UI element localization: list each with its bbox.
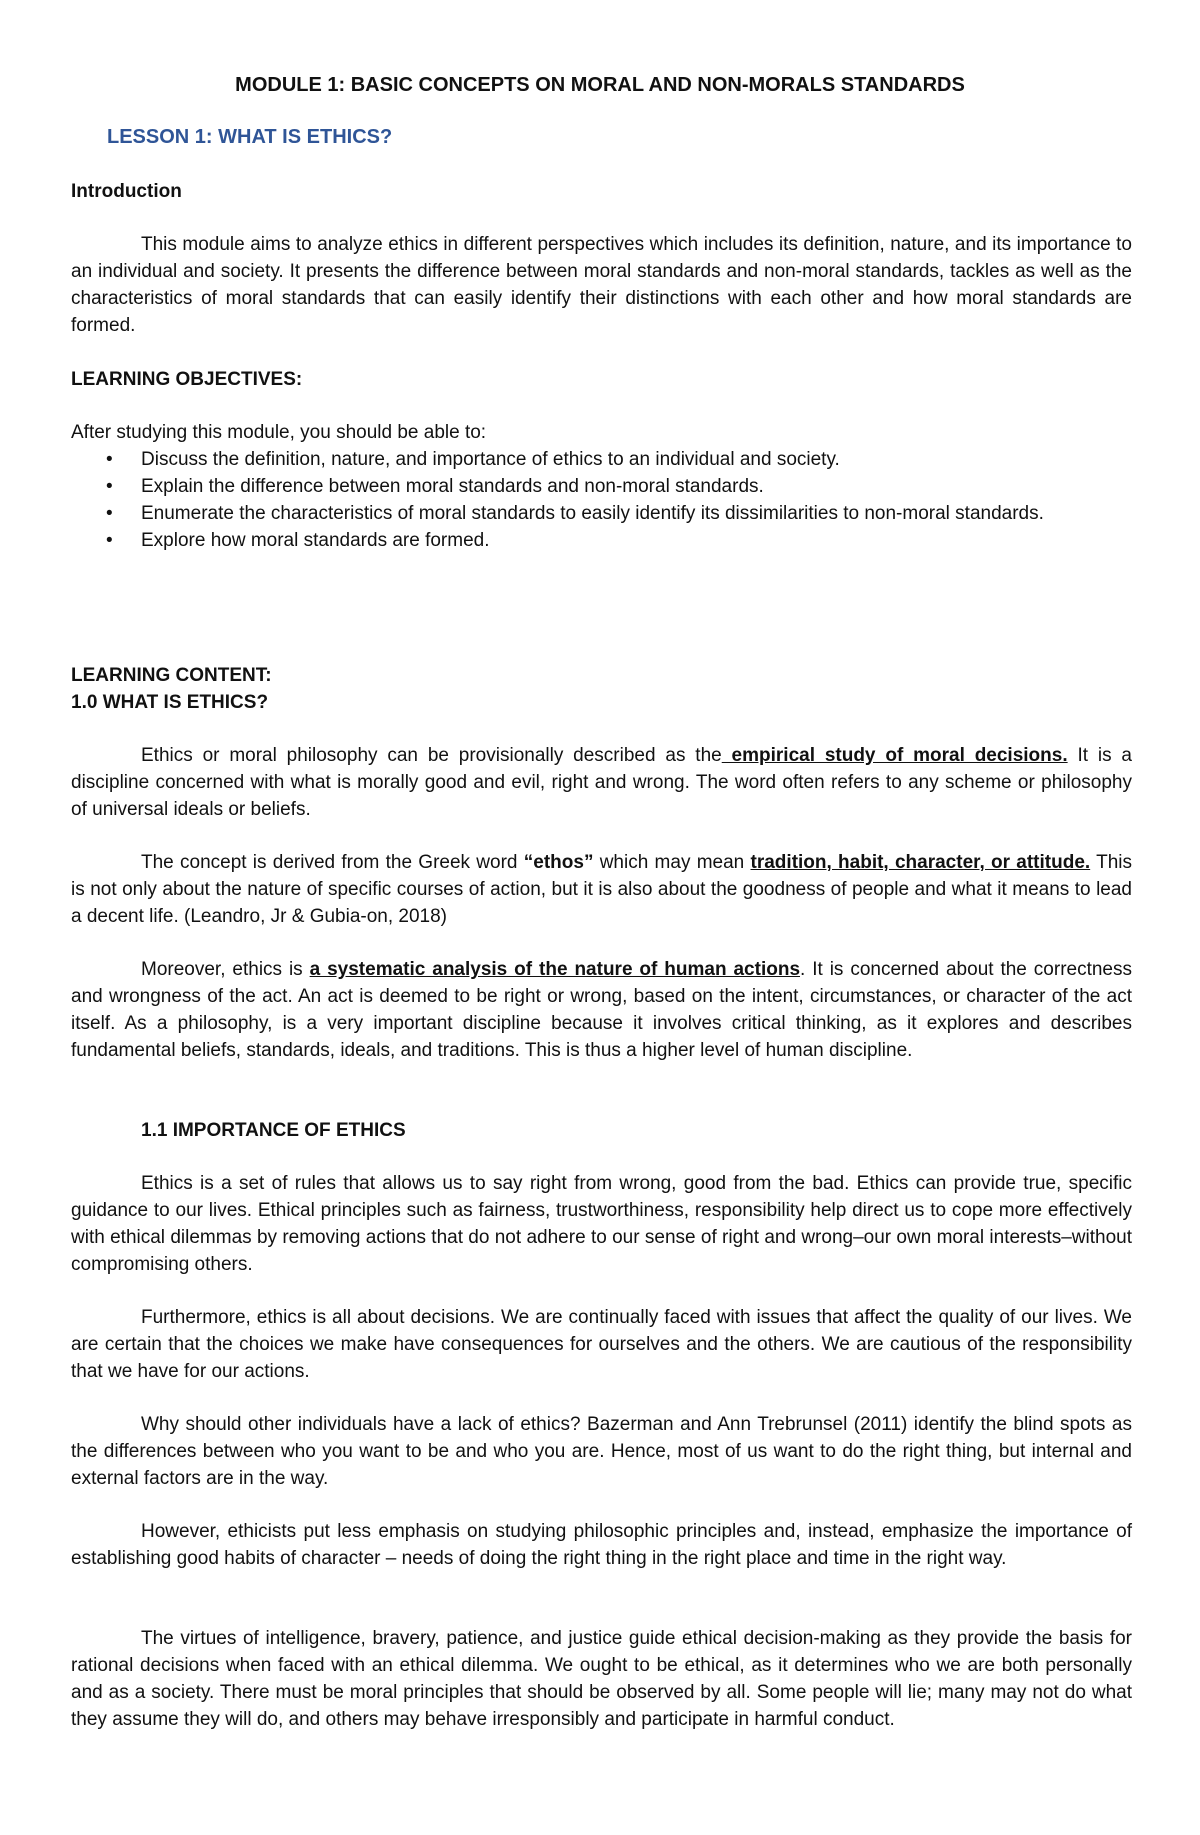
content-paragraph-5: Furthermore, ethics is all about decisions. We are continually faced with issues that affect the quality of our lives. We are certain that the choices we make have consequences for ourselves and the others. We are cautious of the responsibility that we have for our actions. xyxy=(71,1307,1132,1382)
objectives-heading: LEARNING OBJECTIVES: xyxy=(71,369,303,390)
objectives-list xyxy=(71,446,1132,554)
bullet-icon: • xyxy=(106,503,113,524)
objectives-lead: After studying this module, you should be able to: xyxy=(71,422,487,443)
lesson-title: LESSON 1: WHAT IS ETHICS? xyxy=(107,126,393,148)
emphasis-underlined: empirical study of moral decisions. xyxy=(721,745,1068,766)
list-item xyxy=(71,473,1132,500)
bullet-icon: • xyxy=(106,476,113,497)
introduction-paragraph: This module aims to analyze ethics in different perspectives which includes its definition, nature, and its importance to an individual and society. It presents the difference between moral standards and non-moral standards, tackles as well as the characteristics of moral standards that can easily identify their distinctions with each other and how moral standards are formed. xyxy=(71,234,1132,336)
ethos-term: “ethos” xyxy=(523,852,594,873)
content-paragraph-3: Moreover, ethics is a systematic analysis of the nature of human actions. It is concerned about the correctness and wrongness of the act. An act is deemed to be right or wrong, based on the intent, circumstances, or character of the act itself. As a philosophy, is a very important discipline because it involves critical thinking, as it explores and describes fundamental beliefs, standards, ideals, and traditions. This is thus a higher level of human discipline. xyxy=(71,959,1132,1061)
emphasis-underlined: a systematic analysis of the nature of human actions xyxy=(309,959,801,980)
content-heading: LEARNING CONTENT: xyxy=(71,665,272,686)
content-paragraph-4: Ethics is a set of rules that allows us to say right from wrong, good from the bad. Ethics can provide true, specific guidance to our lives. Ethical principles such as fairness, trustworthiness, responsibility help direct us to cope more effectively with ethical dilemmas by removing actions that do not adhere to our sense of right and wrong–our own moral interests–without compromising others. xyxy=(71,1173,1132,1275)
objective-text: Enumerate the characteristics of moral standards to easily identify its dissimilarities to non-moral standards. xyxy=(141,503,1044,524)
module-title: MODULE 1: BASIC CONCEPTS ON MORAL AND NON-MORALS STANDARDS xyxy=(235,74,965,96)
bullet-icon: • xyxy=(106,530,113,551)
list-item xyxy=(71,527,1132,554)
list-item xyxy=(71,500,1132,527)
subsection-title: 1.1 IMPORTANCE OF ETHICS xyxy=(141,1120,406,1141)
objective-text: Explain the difference between moral standards and non-moral standards. xyxy=(141,476,764,497)
introduction-heading: Introduction xyxy=(71,181,182,202)
list-item xyxy=(71,446,1132,473)
content-paragraph-1: Ethics or moral philosophy can be provisionally described as the empirical study of moral decisions. It is a discipline concerned with what is morally good and evil, right and wrong. The word often refers to any scheme or philosophy of universal ideals or beliefs. xyxy=(71,745,1132,820)
emphasis-underlined: tradition, habit, character, or attitude. xyxy=(750,852,1091,873)
content-paragraph-6: Why should other individuals have a lack of ethics? Bazerman and Ann Trebrunsel (2011) identify the blind spots as the differences between who you want to be and who you are. Hence, most of us want to do the right thing, but internal and external factors are in the way. xyxy=(71,1414,1132,1489)
bullet-icon: • xyxy=(106,449,113,470)
objective-text: Explore how moral standards are formed. xyxy=(141,530,490,551)
content-paragraph-7: However, ethicists put less emphasis on studying philosophic principles and, instead, emphasize the importance of establishing good habits of character – needs of doing the right thing in the right place and time in the right way. xyxy=(71,1521,1132,1569)
content-paragraph-8: The virtues of intelligence, bravery, patience, and justice guide ethical decision-making as they provide the basis for rational decisions when faced with an ethical dilemma. We ought to be ethical, as it determines who we are both personally and as a society. There must be moral principles that should be observed by all. Some people will lie; many may not do what they assume they will do, and others may behave irresponsibly and participate in harmful conduct. xyxy=(71,1628,1132,1730)
content-paragraph-2: The concept is derived from the Greek word “ethos” which may mean tradition, habit, character, or attitude. This is not only about the nature of specific courses of action, but it is also about the goodness of people and what it means to lead a decent life. (Leandro, Jr & Gubia-on, 2018) xyxy=(71,852,1132,927)
section-title: 1.0 WHAT IS ETHICS? xyxy=(71,692,269,713)
objective-text: Discuss the definition, nature, and importance of ethics to an individual and society. xyxy=(141,449,840,470)
